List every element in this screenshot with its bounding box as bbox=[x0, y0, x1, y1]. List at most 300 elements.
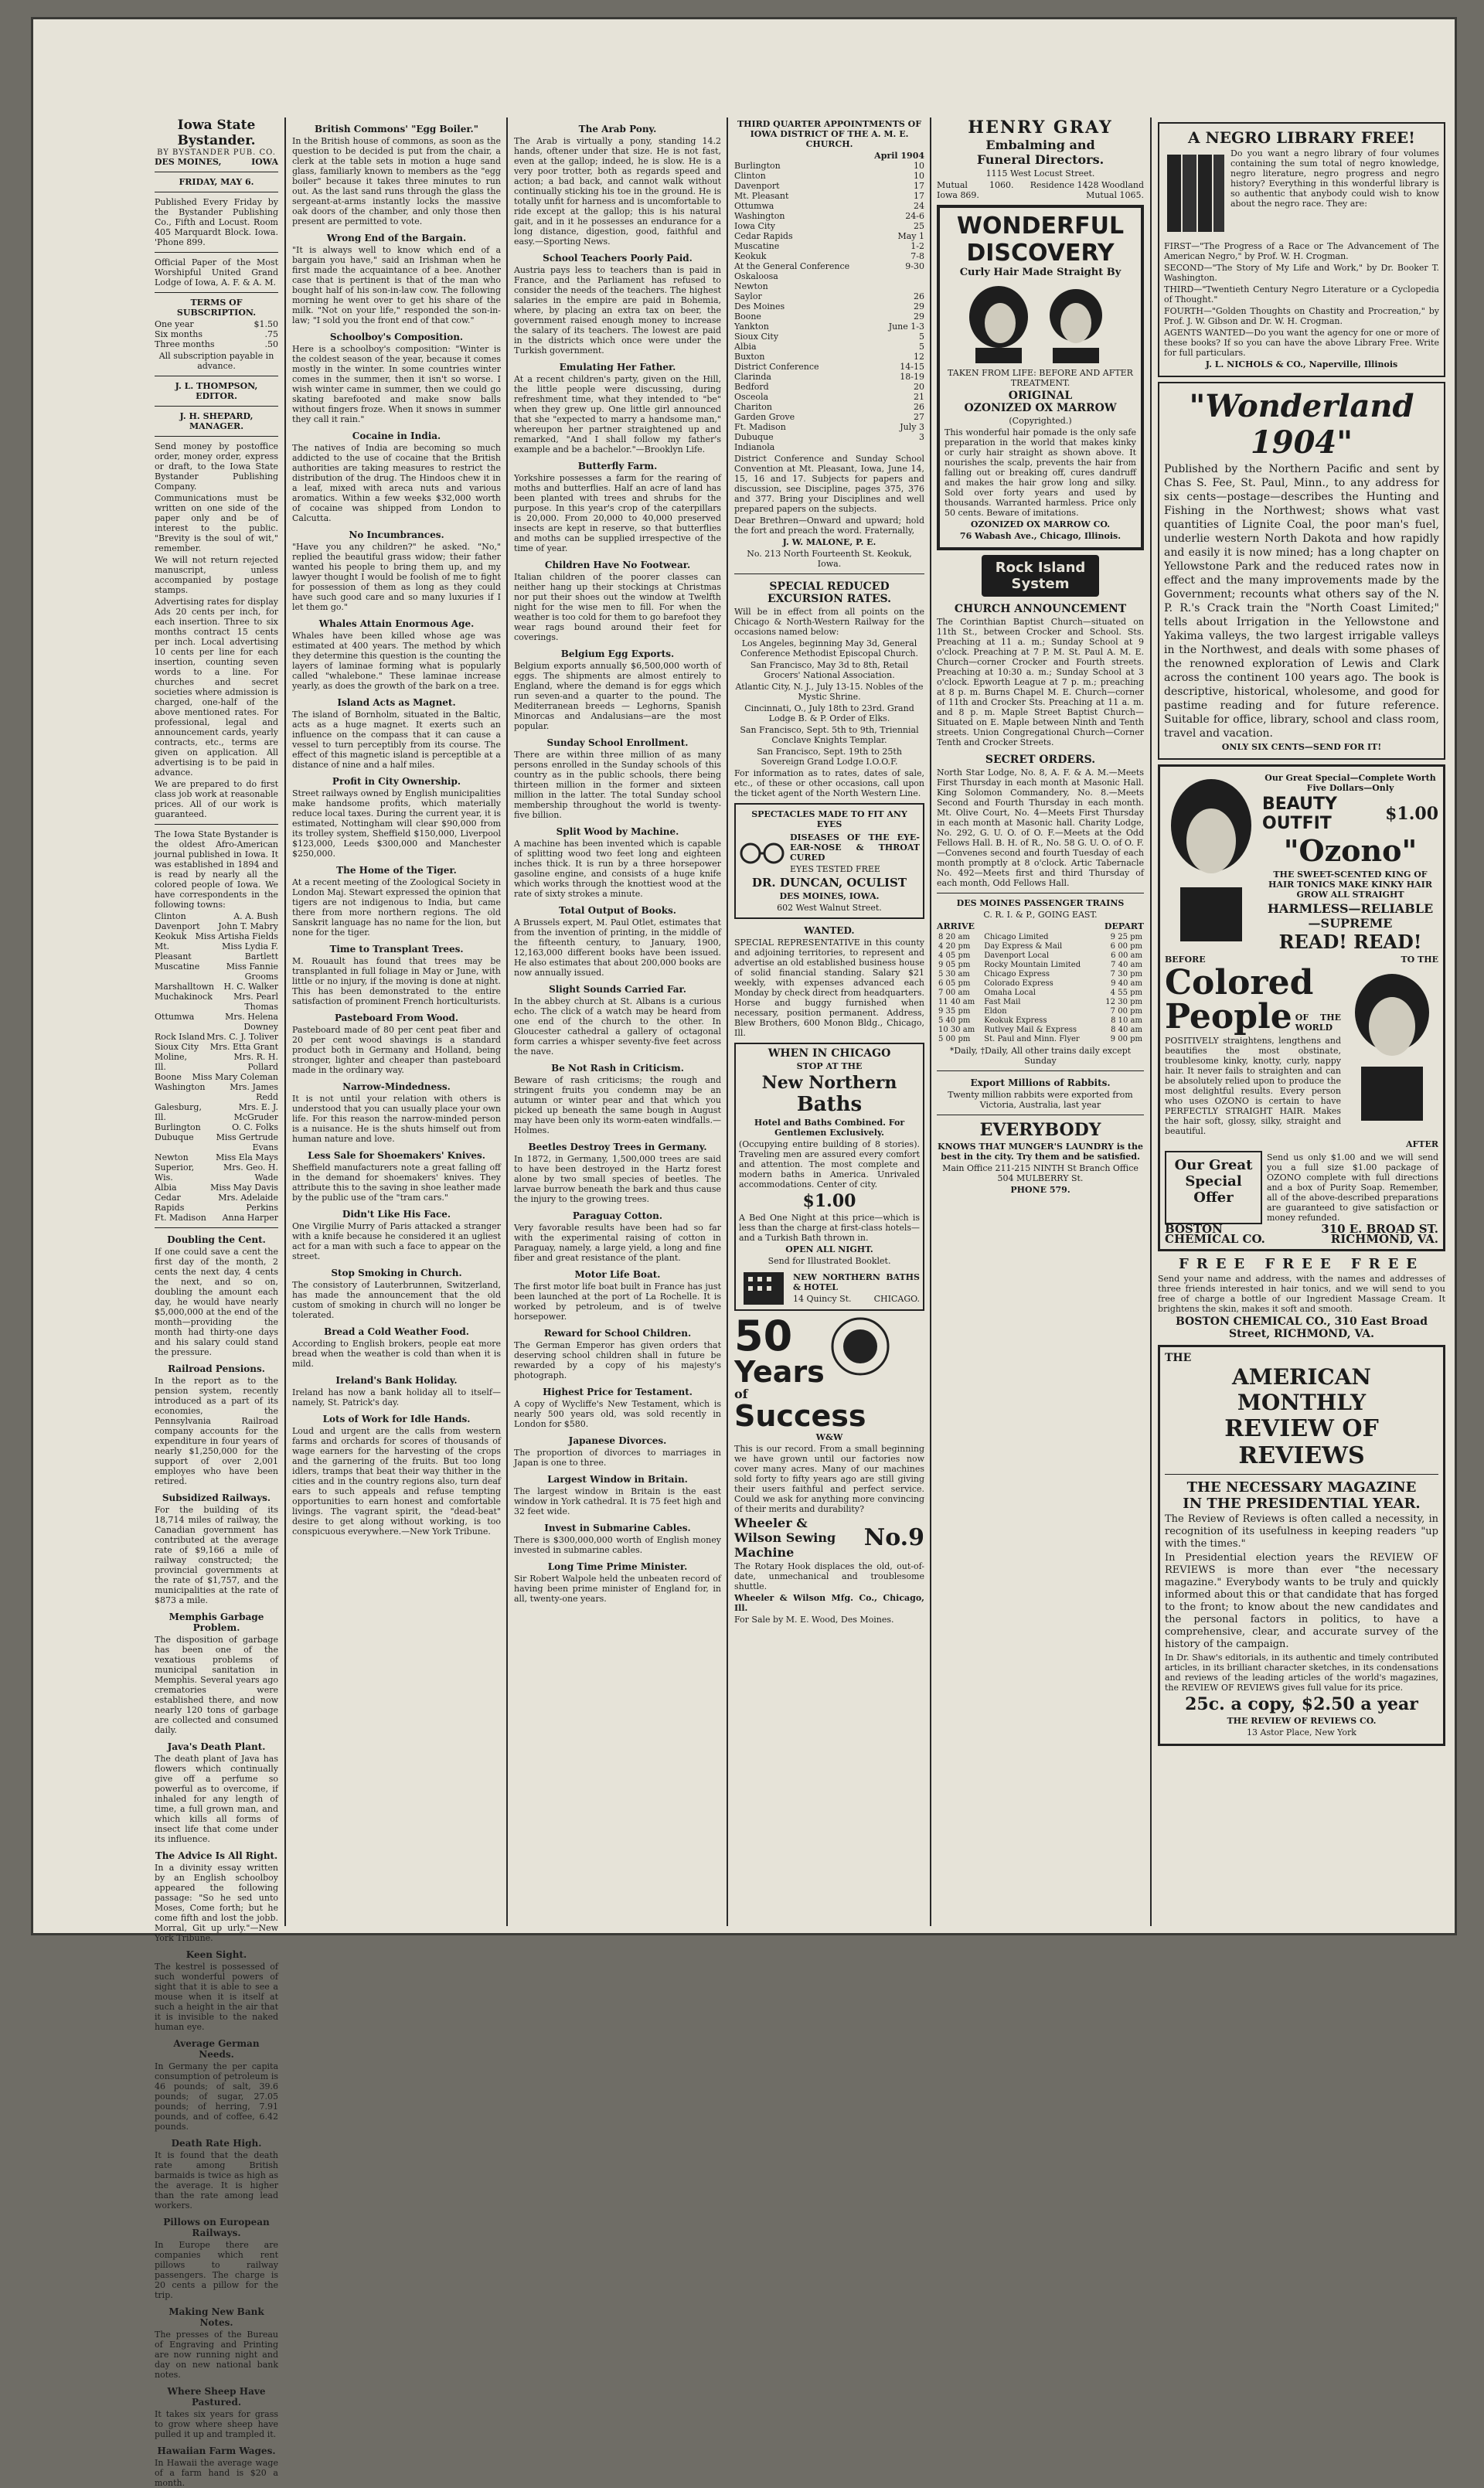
ww-body-2: The Rotary Hook displaces the old, out-of-date, unmechanical and troublesome shuttle. bbox=[734, 1561, 924, 1591]
church-body: The Corinthian Baptist Church—situated on 11th St., between Crocker and School. Sts. Preaching at 11 a. m.; Sunday School at 9 o'clock. Preaching at 7 P. M. St. Paul A. M. E. Church—corner Crocker and Fourth streets. Preaching at 10:30 a. m.; Sunday School at 3 o'clock. Epworth League at 7 p. m.; preaching at 8 p. m. Burns Chapel M. E. Church—corner of 11th and Crocker Sts. Preaching at 11 a. m. and 8 p. m. Maple Street Baptist Church—Situated on E. Maple between Ninth and Tenth streets. Union Congregational Church—Corner Tenth and Crocker Streets. bbox=[937, 617, 1144, 747]
appointment-row bbox=[734, 382, 924, 392]
article-title: Average German Needs. bbox=[173, 2038, 260, 2060]
publisher: BY BYSTANDER PUB. CO. bbox=[157, 148, 276, 157]
train-name: Colorado Express bbox=[984, 979, 1053, 988]
baths-line-3: New Northern bbox=[761, 1073, 897, 1093]
article-body: The first motor life boat built in France has just been launched at the port of La Rochelle. It is worked by petroleum, and is of twelve horsepower. bbox=[514, 1281, 721, 1322]
appointment-row-label: Newton bbox=[734, 281, 768, 291]
article-title: Cocaine in India. bbox=[352, 431, 441, 441]
baths-city: CHICAGO. bbox=[873, 1293, 920, 1304]
ox-name-1: ORIGINAL bbox=[1008, 390, 1073, 402]
article-body: In Europe there are companies which rent pillows to railway passengers. The charge is 20 cents a pillow for the trip. bbox=[155, 2240, 278, 2300]
train-depart: 7 30 pm bbox=[1110, 970, 1142, 979]
ozono-people: People bbox=[1165, 997, 1292, 1036]
article-body: Whales have been killed whose age was estimated at 400 years. The method by which they determine this question is the counting the layers of laminae forming what is popularly called "whalebone." These laminae increase yearly, as does the growth of the bark on a tree. bbox=[292, 631, 501, 691]
agent-row-value: O. C. Folks bbox=[232, 1122, 278, 1132]
article-body: In the report as to the pension system, recently introduced as a part of its economies, the Pennsylvania Railroad company accounts for the expenditure in four years of nearly $1,250,000 for the support of over 2,001 employes who have been retired. bbox=[155, 1376, 278, 1486]
review-body-2: In Presidential election years the REVIEW OF REVIEWS is more than ever "the necessary magazine." Everybody wants to be truly and quickly informed about this or that candidate that has forged to the front; to know about the new candidates and the personal factors in politics, to have a comprehensive, clear, and accurate survey of the history of the campaign. bbox=[1165, 1552, 1438, 1650]
excursion-item: San Francisco, Sept. 19th to 25th Sovereign Grand Lodge I.O.O.F. bbox=[757, 747, 902, 767]
rock-island-logo bbox=[982, 555, 1099, 597]
masthead: Iowa State Bystander. bbox=[177, 117, 256, 148]
train-name: Fast Mail bbox=[984, 998, 1021, 1006]
agent-row-label: Muscatine bbox=[155, 962, 200, 972]
ww-logo-text: W&W bbox=[815, 1432, 843, 1442]
train-row bbox=[937, 989, 1144, 998]
article-body: The Arab is virtually a pony, standing 14.2 hands, oftener under that size. He is not fast, even at the gallop; indeed, he is slow. He is a very poor trotter, both as regards speed and action; a bad back, and cannot walk without continually sticking his toe in the ground. He is totally unfit for harness and is uncomfortable to ride except at the gallop; this is his natural gait, and in it he possesses an endurance for a long distance, digestion, good, faithful and easy.—Sporting News. bbox=[514, 136, 721, 247]
rabbits-body: Twenty million rabbits were exported from Victoria, Australia, last year bbox=[948, 1090, 1133, 1110]
appointments-note: District Conference and Sunday School Convention at Mt. Pleasant, Iowa, June 14, 15, 16 and 17. Subjects for papers and discussion, see Discipline, pages 375, 376 and 377. Bring your Disciplines and well prepared papers on the subjects. bbox=[734, 454, 924, 514]
gray-phone-1: Mutual 1060. Iowa 869. bbox=[937, 180, 1014, 200]
baths-price: $1.00 bbox=[802, 1191, 856, 1211]
article-body: "It is always well to know which end of a bargain you have," said an Irishman when he first made the acquaintance of a bee. Another case that is pertinent is that of the man who bought half of his son-in-law cow. The following morning he went over to get his share of the milk. "Not on your life," responded the son-in-law; "I sold you the front end of that cow." bbox=[292, 245, 501, 325]
ozono-name: "Ozono" bbox=[1283, 833, 1418, 868]
appointment-row bbox=[734, 442, 924, 452]
train-row bbox=[937, 998, 1144, 1007]
train-name: Davenport Local bbox=[984, 951, 1050, 960]
new-northern-baths-ad bbox=[734, 1043, 924, 1311]
train-row bbox=[937, 961, 1144, 970]
article-body: M. Rouault has found that trees may be transplanted in full foliage in May or June, with little or no injury, if the moving is done at night. This has been demonstrated to the entire satisfaction of prominent French horticulturists. bbox=[292, 956, 501, 1006]
ozono-offer-title: Our Great Special Offer bbox=[1165, 1151, 1262, 1224]
library-body: Do you want a negro library of four volumes containing the sum total of negro knowledge, negro literature, negro progress and negro history? Everything in this wonderful library is so authentic that anybody could wish to know about the negro race. They are: bbox=[1230, 148, 1439, 209]
train-depart: 9 40 am bbox=[1111, 979, 1142, 988]
ozono-body: POSITIVELY straightens, lengthens and beautifies the most obstinate, troublesome kinky, knotty, curly, nappy hair. It never fails to straighten and can be absolutely relied upon to produce the most delightful results. Every person who uses OZONO is certain to have PERFECTLY STRAIGHT HAIR. Makes the hair soft, glossy, silky, straight and beautiful. bbox=[1165, 1036, 1341, 1136]
article-title: Time to Transplant Trees. bbox=[329, 944, 464, 955]
train-depart: 7 40 am bbox=[1111, 961, 1142, 969]
train-row bbox=[937, 970, 1144, 979]
appointment-row-label: Cedar Rapids bbox=[734, 231, 793, 241]
article-body: According to English brokers, people eat more bread when the weather is cold than when it is mild. bbox=[292, 1339, 501, 1369]
baths-address: 14 Quincy St. bbox=[793, 1293, 852, 1304]
appointment-row-value: 3 bbox=[919, 432, 924, 442]
rock-line-2: System bbox=[1011, 576, 1070, 592]
article-title: Reward for School Children. bbox=[543, 1328, 692, 1339]
appointment-row-value: 1-2 bbox=[910, 241, 924, 251]
article-title: Profit in City Ownership. bbox=[332, 776, 461, 787]
article-body: The consistory of Lauterbrunnen, Switzerland, has made the announcement that the old custom of smoking in church will no longer be tolerated. bbox=[292, 1280, 501, 1320]
terms-list bbox=[155, 319, 278, 349]
article-title: Bread a Cold Weather Food. bbox=[324, 1326, 469, 1337]
appointments-address: No. 213 North Fourteenth St. Keokuk, Iowa. bbox=[747, 549, 912, 569]
article-title: Emulating Her Father. bbox=[559, 362, 676, 373]
ww-success: Success bbox=[734, 1399, 866, 1433]
agent-row-label: Superior, Wis. bbox=[155, 1162, 195, 1183]
article-title: Children Have No Footwear. bbox=[544, 560, 691, 570]
train-name: Rutlvey Mail & Express bbox=[984, 1026, 1077, 1034]
appointment-row-label: Keokuk bbox=[734, 251, 767, 261]
agent-row-label: Keokuk bbox=[155, 931, 187, 941]
ww-maker: Wheeler & Wilson Mfg. Co., Chicago, Ill. bbox=[734, 1593, 924, 1613]
library-title: A NEGRO LIBRARY FREE! bbox=[1188, 128, 1415, 147]
article-body: At a recent children's party, given on the Hill, the little people were discussing, during refreshment time, what they intended to "be" when they grew up. One little girl announced that she "expected to marry a handsome man," whereupon her partner straightened up and remarked, "And I shall follow my father's example and be a bachelor."—Brooklyn Life. bbox=[514, 374, 721, 454]
woman-portrait-before-icon bbox=[1165, 771, 1258, 949]
baths-line-4: Baths bbox=[796, 1093, 863, 1116]
ww-body: This is our record. From a small beginning we have grown until our factories now cover many acres. Many of our machines sold forty to fifty years ago are still giving their users faithful and perfect service. Could we ask for anything more convincing of their merits and durability? bbox=[734, 1444, 924, 1514]
ww-fifty: 50 bbox=[734, 1312, 793, 1360]
appointment-row-label: Ottumwa bbox=[734, 201, 774, 211]
rabbits-title: Export Millions of Rabbits. bbox=[970, 1077, 1111, 1088]
appointment-row-value: 14-15 bbox=[900, 362, 924, 372]
agent-row bbox=[155, 1042, 278, 1052]
ozono-special: Our Great Special—Complete Worth Five Dollars—Only bbox=[1264, 773, 1436, 793]
appointment-row-value: 17 bbox=[914, 191, 924, 201]
article-title: Beetles Destroy Trees in Germany. bbox=[528, 1142, 707, 1152]
wanted-body: SPECIAL REPRESENTATIVE in this county and adjoining territories, to represent and advertise an old established business house of solid financial standing. Salary $21 weekly, with expenses advanced each Monday by check direct from headquarters. Horse and buggy furnished when necessary, position permanent. Address, Blew Brothers, 600 Monon Bldg., Chicago, Ill. bbox=[734, 938, 924, 1038]
ox-title-2: DISCOVERY bbox=[966, 240, 1115, 267]
church-title: CHURCH ANNOUNCEMENT bbox=[954, 603, 1127, 615]
column-5 bbox=[937, 117, 1144, 1926]
appointment-row-value: July 3 bbox=[900, 422, 924, 432]
agent-row-value: Mrs. E. J. McGruder bbox=[233, 1102, 278, 1122]
trains-arrive-head: ARRIVE bbox=[937, 921, 975, 931]
train-arrive: 9 35 pm bbox=[938, 1007, 971, 1016]
train-depart: 9 25 pm bbox=[1110, 933, 1142, 941]
notice-2: Communications must be written on one side of the paper only and be of interest to the public. "Brevity is the soul of wit," remember. bbox=[155, 493, 278, 553]
wonderland-title: "Wonderland 1904" bbox=[1189, 388, 1414, 461]
appointment-row-value: 27 bbox=[914, 412, 924, 422]
appointment-row bbox=[734, 231, 924, 241]
oculist-city: DES MOINES, IOWA. bbox=[779, 891, 880, 901]
library-book: FOURTH—"Golden Thoughts on Chastity and Procreation," by Prof. J. W. Gibson and Dr. W. H. Crogman. bbox=[1164, 306, 1439, 326]
appointment-row bbox=[734, 201, 924, 211]
appointment-row bbox=[734, 422, 924, 432]
appointments-note-2: Dear Brethren—Onward and upward; hold the fort and preach the word. Fraternally, bbox=[734, 516, 924, 536]
appointment-row-value: 9-30 bbox=[905, 261, 924, 271]
library-agents: AGENTS WANTED—Do you want the agency for one or more of these books? If so you can have the above Library Free. Write for full particulars. bbox=[1164, 328, 1439, 358]
article-title: No Incumbrances. bbox=[349, 529, 444, 540]
appointment-row-value: 24 bbox=[914, 201, 924, 211]
article-body: It is not until your relation with others is understood that you can usually place your own life. For this reason the narrow-minded person is a nuisance. He is the shuts himself out from human nature and love. bbox=[292, 1094, 501, 1144]
manager-name: J. H. SHEPARD, MANAGER. bbox=[179, 411, 254, 431]
terms-title: TERMS OF SUBSCRIPTION. bbox=[176, 298, 257, 318]
agent-row bbox=[155, 921, 278, 931]
appointment-row-label: Clarinda bbox=[734, 372, 771, 382]
agent-row-value: Miss May Davis bbox=[210, 1183, 278, 1193]
column-2 bbox=[292, 117, 501, 1926]
agent-row-value: Mrs. C. J. Toliver bbox=[206, 1032, 278, 1042]
ww-of: of bbox=[734, 1387, 748, 1401]
agent-row bbox=[155, 1193, 278, 1213]
review-company: THE REVIEW OF REVIEWS CO. bbox=[1227, 1716, 1377, 1726]
article-body: If one could save a cent the first day of the month, 2 cents the next day, 4 cents the next, and so on, doubling the amount each day, he would have nearly $5,000,000 at the end of the month—providing the month had thirty-one days and his salary could stand the pressure. bbox=[155, 1247, 278, 1357]
oculist-name: DR. DUNCAN, OCULIST bbox=[751, 876, 907, 890]
appointment-row-value: 25 bbox=[914, 221, 924, 231]
appointment-row-value: 24-6 bbox=[905, 211, 924, 221]
article-title: Keen Sight. bbox=[186, 1949, 247, 1960]
appointment-row bbox=[734, 311, 924, 322]
article-title: Japanese Divorces. bbox=[568, 1435, 667, 1446]
appointment-row-label: Des Moines bbox=[734, 301, 785, 311]
article-body: The natives of India are becoming so much addicted to the use of cocaine that the British authorities are taking measures to restrict the distribution of the drug. The Hindoos chew it in a leaf, mixed with areca nuts and various aromatics. Within a few weeks $32,000 worth of cocaine was shipped from London to Calcutta. bbox=[292, 443, 501, 523]
article-title: The Arab Pony. bbox=[578, 124, 657, 134]
ww-years: Years bbox=[734, 1355, 825, 1389]
boston-2: BOSTON CHEMICAL CO., 310 East Broad Street, RICHMOND, VA. bbox=[1175, 1315, 1428, 1340]
excursion-title: SPECIAL REDUCED EXCURSION RATES. bbox=[767, 580, 892, 605]
ox-title-3: Curly Hair Made Straight By bbox=[959, 267, 1122, 278]
appointment-row-label: Davenport bbox=[734, 181, 780, 191]
excursion-item: San Francisco, May 3d to 8th, Retail Grocers' National Association. bbox=[750, 660, 909, 680]
terms-row bbox=[155, 329, 278, 339]
article-title: Butterfly Farm. bbox=[577, 461, 658, 471]
train-name: Chicago Limited bbox=[984, 933, 1049, 941]
ozono-world: OF THE WORLD bbox=[1295, 1013, 1341, 1033]
review-body-1: The Review of Reviews is often called a necessity, in recognition of its usefulness in keeping readers "up with the times." bbox=[1165, 1513, 1438, 1550]
appointment-row bbox=[734, 291, 924, 301]
oculist-line-3: EYES TESTED FREE bbox=[790, 864, 880, 874]
appointment-row bbox=[734, 221, 924, 231]
train-row bbox=[937, 1007, 1144, 1016]
agent-row-value: Miss Gertrude Evans bbox=[216, 1132, 278, 1152]
appointment-row-label: Clinton bbox=[734, 171, 766, 181]
article-title: The Advice Is All Right. bbox=[155, 1850, 278, 1861]
agent-row-value: Miss Artisha Fields bbox=[195, 931, 278, 941]
article-title: Largest Window in Britain. bbox=[547, 1474, 688, 1485]
dateline: DES MOINES, IOWA bbox=[155, 157, 278, 167]
baths-offer: A Bed One Night at this price—which is less than the charge at first-class hotels—and a Turkish Bath thrown in. bbox=[739, 1213, 920, 1243]
train-name: St. Paul and Minn. Flyer bbox=[984, 1035, 1080, 1043]
train-row bbox=[937, 1035, 1144, 1044]
editor-name: J. L. THOMPSON, EDITOR. bbox=[175, 381, 258, 401]
train-depart: 6 00 am bbox=[1111, 951, 1142, 960]
train-arrive: 4 20 pm bbox=[938, 942, 971, 951]
agent-row-value: John T. Mabry bbox=[218, 921, 278, 931]
article-body: The presses of the Bureau of Engraving and Printing are now running night and day on new national bank notes. bbox=[155, 2330, 278, 2380]
terms-row-label: Three months bbox=[155, 339, 215, 349]
article-title: Death Rate High. bbox=[171, 2138, 262, 2149]
appointment-row-value: 17 bbox=[914, 181, 924, 191]
train-name: Keokuk Express bbox=[984, 1016, 1047, 1025]
library-book: SECOND—"The Story of My Life and Work," by Dr. Booker T. Washington. bbox=[1164, 263, 1439, 283]
henry-gray-ad bbox=[937, 117, 1144, 200]
article-body: The German Emperor has given orders that deserving school children shall in future be rewarded by a copy of his majesty's photograph. bbox=[514, 1340, 721, 1380]
agent-row bbox=[155, 1132, 278, 1152]
article-body: In 1872, in Germany, 1,500,000 trees are said to have been destroyed in the Hartz forest alone by two small species of beetles. The larvae burrow beneath the bark and thus cause the injury to the growing trees. bbox=[514, 1154, 721, 1204]
appointment-row-label: Chariton bbox=[734, 402, 772, 412]
train-name: Day Express & Mail bbox=[984, 942, 1063, 951]
agent-row-value: Anna Harper bbox=[222, 1213, 278, 1223]
trains-title: DES MOINES PASSENGER TRAINS bbox=[956, 898, 1125, 908]
appointment-row-value: 29 bbox=[914, 301, 924, 311]
article-body: In Germany the per capita consumption of petroleum is 46 pounds; of salt, 39.6 pounds; of sugar, 27.05 pounds; of herring, 7.91 pounds, and of coffee, 6.42 pounds. bbox=[155, 2061, 278, 2132]
agent-row-label: Albia bbox=[155, 1183, 177, 1193]
train-name: Rocky Mountain Limited bbox=[984, 961, 1081, 969]
appointment-row-value: 7-8 bbox=[910, 251, 924, 261]
ozono-before: BEFORE bbox=[1165, 955, 1206, 965]
agent-row bbox=[155, 1012, 278, 1032]
appointment-row-value: 20 bbox=[914, 382, 924, 392]
intro-text: Published Every Friday by the Bystander Publishing Co., Fifth and Locust. Room 405 Marquardt Block. Iowa. 'Phone 899. bbox=[155, 197, 278, 247]
review-american: AMERICAN MONTHLY bbox=[1231, 1364, 1372, 1415]
appointment-row bbox=[734, 322, 924, 332]
article-body: The island of Bornholm, situated in the Baltic, acts as a huge magnet. It exerts such an influence on the compass that it can cause a vessel to turn perceptibly from its course. The effect of this magnetic island is perceptible at a distance of nine and a half miles. bbox=[292, 710, 501, 770]
agent-row bbox=[155, 1082, 278, 1102]
agent-row bbox=[155, 941, 278, 962]
agent-row bbox=[155, 931, 278, 941]
agents-list bbox=[155, 911, 278, 1223]
appointment-row bbox=[734, 352, 924, 362]
article-title: Where Sheep Have Pastured. bbox=[167, 2386, 266, 2408]
article-body: The largest window in Britain is the east window in York cathedral. It is 75 feet high and 32 feet wide. bbox=[514, 1486, 721, 1516]
article-title: Less Sale for Shoemakers' Knives. bbox=[308, 1150, 485, 1161]
rock-line-1: Rock Island bbox=[995, 560, 1086, 576]
appointment-row bbox=[734, 332, 924, 342]
article-title: Pillows on European Railways. bbox=[163, 2217, 270, 2238]
train-arrive: 5 00 pm bbox=[938, 1035, 971, 1043]
trains-table bbox=[937, 933, 1144, 1044]
oculist-address: 602 West Walnut Street. bbox=[777, 903, 882, 913]
article-body: Sheffield manufacturers note a great falling off in the demand for shoemakers' knives. They attribute this to the saving in shoe leather made by the public use of the "tram cars." bbox=[292, 1162, 501, 1203]
gray-address: 1115 West Locust Street. bbox=[985, 168, 1095, 179]
agent-row-value: Mrs. Geo. H. Wade bbox=[223, 1162, 278, 1183]
column-3 bbox=[514, 117, 721, 1926]
appointment-row-label: Bedford bbox=[734, 382, 769, 392]
agent-row-label: Cedar Rapids bbox=[155, 1193, 185, 1213]
appointments-list bbox=[734, 161, 924, 452]
gray-line-2: Funeral Directors. bbox=[976, 152, 1104, 167]
train-depart: 12 30 pm bbox=[1105, 998, 1142, 1006]
train-depart: 6 00 pm bbox=[1110, 942, 1142, 951]
baths-body: (Occupying entire building of 8 stories). Traveling men are assured every comfort and attention. The most complete and modern baths in America. Unrivaled accommodations. Center of city. bbox=[739, 1139, 920, 1190]
article-body: Very favorable results have been had so far with the experimental raising of cotton in Paraguay, namely, a large yield, a long and fine fiber and great resistance of the plant. bbox=[514, 1223, 721, 1263]
review-of-reviews-ad bbox=[1158, 1345, 1445, 1746]
free-offer bbox=[1158, 1256, 1445, 1340]
appointment-row bbox=[734, 261, 924, 271]
article-body: "Have you any children?" he asked. "No," replied the beautiful grass widow; their father wanted his people to bring them up, and my lawyer thought I would be foolish of me to fight for possession of them as long as they could have such good care and so many luxuries if I let them go." bbox=[292, 542, 501, 612]
terms-row-value: $1.50 bbox=[254, 319, 278, 329]
appointment-row bbox=[734, 181, 924, 191]
oculist-ad bbox=[734, 803, 924, 919]
ox-caption: TAKEN FROM LIFE: BEFORE AND AFTER TREATMENT. bbox=[948, 368, 1133, 388]
article-title: Wrong End of the Bargain. bbox=[326, 233, 467, 243]
review-address: 13 Astor Place, New York bbox=[1247, 1727, 1356, 1738]
woman-portrait-after-icon bbox=[1346, 966, 1438, 1121]
agent-row bbox=[155, 1183, 278, 1193]
everybody-address: Main Office 211-215 NINTH St Branch Office 504 MULBERRY St. bbox=[942, 1163, 1139, 1183]
appointment-row-label: Iowa City bbox=[734, 221, 776, 231]
train-arrive: 9 05 pm bbox=[938, 961, 971, 969]
article-body: One Virgilie Murry of Paris attacked a stranger with a knife because he considered it an ugliest act for a man with such a face to appear on the street. bbox=[292, 1221, 501, 1261]
agent-row-value: Mrs. Pearl Thomas bbox=[233, 992, 278, 1012]
building-icon bbox=[739, 1269, 788, 1306]
library-book: THIRD—"Twentieth Century Negro Literature or a Cyclopedia of Thought." bbox=[1164, 284, 1439, 305]
article-body: Belgium exports annually $6,500,000 worth of eggs. The shipments are almost entirely to England, where the demand is for eggs which run seven-and a quarter to the pound. The Mediterranean breeds — Leghorns, Spanish Minorcas and Andalusians—are the most popular. bbox=[514, 661, 721, 731]
article-title: Paraguay Cotton. bbox=[572, 1210, 663, 1221]
baths-line-2: STOP AT THE bbox=[796, 1061, 863, 1071]
review-review: REVIEW OF REVIEWS bbox=[1224, 1415, 1379, 1469]
appointment-row-value: June 1-3 bbox=[888, 322, 924, 332]
article-body: In a divinity essay written by an English schoolboy appeared the following passage: "So he sed unto Moses, Come forth; but he come fifth and lost the jobb. Morral, Git up urly."—New York Tribune. bbox=[155, 1863, 278, 1943]
secret-title: SECRET ORDERS. bbox=[985, 754, 1096, 766]
review-body-3: In Dr. Shaw's editorials, in its authentic and timely contributed articles, in its brilliant character sketches, in its condensations and reviews of the leading articles of the world's magazines, the REVIEW OF REVIEWS gives full value for its price. bbox=[1165, 1652, 1438, 1693]
article-body: Beware of rash criticisms; the rough and stringent fruits you condemn may be an autumn or winter pear and that which you picked up beneath the same bough in August may have been only its worm-eaten windfalls.—Holmes. bbox=[514, 1075, 721, 1135]
trains-subtitle: C. R. I. & P., GOING EAST. bbox=[983, 910, 1098, 920]
terms-row-value: .50 bbox=[264, 339, 278, 349]
train-row bbox=[937, 1016, 1144, 1026]
ozono-ad bbox=[1158, 764, 1445, 1251]
oculist-line-1: SPECTACLES MADE TO FIT ANY EYES bbox=[751, 809, 907, 829]
library-book: FIRST—"The Progress of a Race or The Advancement of The American Negro," by Prof. W. H. Crogman. bbox=[1164, 241, 1439, 261]
appointment-row-value: 10 bbox=[914, 171, 924, 181]
column-6 bbox=[1158, 117, 1445, 1926]
appointment-row-value: 18-19 bbox=[900, 372, 924, 382]
article-title: The Home of the Tiger. bbox=[336, 865, 457, 876]
article-title: Railroad Pensions. bbox=[168, 1363, 265, 1374]
articles bbox=[514, 124, 721, 1604]
appointment-row bbox=[734, 251, 924, 261]
oculist-line-2: DISEASES OF THE EYE-EAR-NOSE & THROAT CURED bbox=[790, 832, 920, 863]
article-title: Ireland's Bank Holiday. bbox=[335, 1375, 458, 1386]
article-title: Invest in Submarine Cables. bbox=[544, 1523, 691, 1533]
agent-row-label: Galesburg, Ill. bbox=[155, 1102, 202, 1122]
gray-line-1: Embalming and bbox=[985, 138, 1095, 152]
train-arrive: 7 00 am bbox=[938, 989, 970, 997]
article-body: In Hawaii the average wage of a farm hand is $20 a month. bbox=[155, 2458, 278, 2488]
article-title: Java's Death Plant. bbox=[167, 1741, 266, 1752]
appointment-row bbox=[734, 271, 924, 281]
ox-name-2: OZONIZED OX MARROW bbox=[964, 402, 1117, 414]
everybody-phone: PHONE 579. bbox=[1010, 1185, 1070, 1195]
ozono-read: READ! READ! bbox=[1278, 931, 1422, 953]
agent-row-value: Miss Mary Coleman bbox=[192, 1072, 278, 1082]
appointment-row bbox=[734, 432, 924, 442]
ww-name: Wheeler & Wilson Sewing Machine bbox=[734, 1516, 836, 1560]
train-arrive: 10 30 am bbox=[938, 1026, 975, 1034]
ozono-after: AFTER bbox=[1405, 1139, 1438, 1149]
article-title: Subsidized Railways. bbox=[162, 1492, 271, 1503]
appointment-row-label: Muscatine bbox=[734, 241, 780, 251]
appointment-row-label: Yankton bbox=[734, 322, 769, 332]
review-the: THE bbox=[1165, 1352, 1192, 1364]
column-rule bbox=[506, 117, 508, 1926]
train-name: Eldon bbox=[984, 1007, 1007, 1016]
appointment-row bbox=[734, 191, 924, 201]
ox-copyright: (Copyrighted.) bbox=[1009, 416, 1072, 426]
article-body: There is $300,000,000 worth of English money invested in submarine cables. bbox=[514, 1535, 721, 1555]
ox-marrow-ad bbox=[937, 205, 1144, 550]
agent-row-value: Mrs. Helena Downey bbox=[225, 1012, 278, 1032]
terms-row bbox=[155, 319, 278, 329]
appointment-row bbox=[734, 402, 924, 412]
article-title: Memphis Garbage Problem. bbox=[168, 1612, 264, 1633]
train-name: Chicago Express bbox=[984, 970, 1050, 979]
article-title: Slight Sounds Carried Far. bbox=[549, 984, 686, 995]
article-title: Hawaiian Farm Wages. bbox=[157, 2445, 276, 2456]
agent-row-label: Boone bbox=[155, 1072, 182, 1082]
wheeler-wilson-logo-icon bbox=[829, 1315, 891, 1377]
train-row bbox=[937, 1026, 1144, 1035]
column-rule bbox=[284, 117, 286, 1926]
article-title: Stop Smoking in Church. bbox=[331, 1268, 462, 1278]
issue-date: FRIDAY, MAY 6. bbox=[179, 177, 254, 187]
terms-row-label: Six months bbox=[155, 329, 203, 339]
article-title: Doubling the Cent. bbox=[167, 1234, 266, 1245]
column-rule bbox=[930, 117, 931, 1926]
agents-intro: The Iowa State Bystander is the oldest Afro-American journal published in Iowa. It was established in 1894 and is read by nearly all the colored people of Iowa. We have correspondents in the following towns: bbox=[155, 829, 278, 910]
official-text: Official Paper of the Most Worshipful United Grand Lodge of Iowa, A. F. & A. M. bbox=[155, 257, 278, 288]
column-rule bbox=[1150, 117, 1152, 1926]
appointment-row-label: Ft. Madison bbox=[734, 422, 786, 432]
train-depart: 8 40 am bbox=[1111, 1026, 1142, 1034]
article-body: For the building of its 18,714 miles of railway, the Canadian government has contributed at the average rate of $9,166 a mile of railway constructed; the provincial governments at the rate of $1,757, and the municipalities at the rate of $873 a mile. bbox=[155, 1505, 278, 1605]
wheeler-wilson-ad bbox=[734, 1312, 924, 1625]
appointment-row-value: 21 bbox=[914, 392, 924, 402]
appointment-row bbox=[734, 362, 924, 372]
agent-row-label: Ft. Madison bbox=[155, 1213, 206, 1223]
article-body: At a recent meeting of the Zoological Society in London Maj. Stewart expressed the opinion that tigers are not indigenous to India, but came there from more northern regions. The old Sanskrit language has no name for the lion, but none for the tiger. bbox=[292, 877, 501, 938]
appointment-row-label: Oskaloosa bbox=[734, 271, 778, 281]
appointment-row-label: Indianola bbox=[734, 442, 775, 452]
train-arrive: 11 40 am bbox=[938, 998, 975, 1006]
